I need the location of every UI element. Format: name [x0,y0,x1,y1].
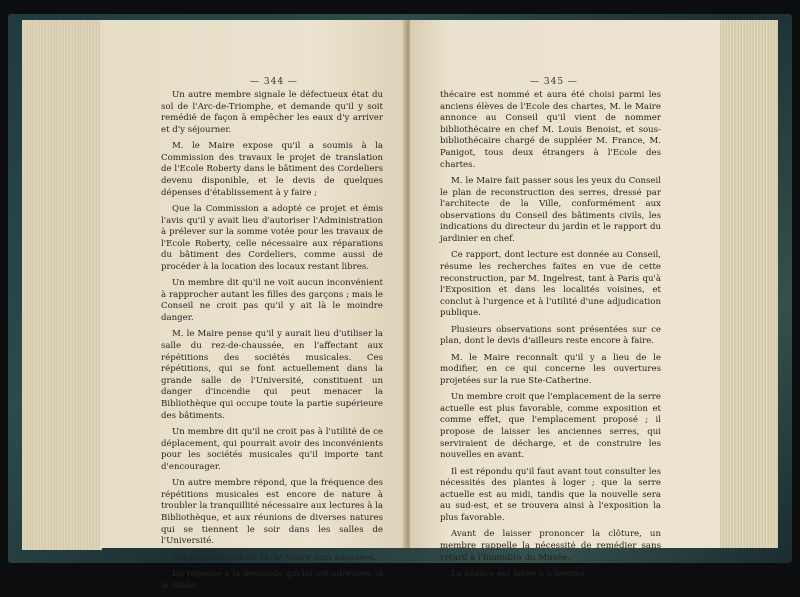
paragraph: Un membre dit qu'il ne croit pas à l'utilité de ce déplacement, qui pourrait avoir des inconvénients pour les sociétés musicales qu'il importe tant d'encourager. [161,427,383,472]
right-page [410,20,720,579]
page-text [440,90,661,585]
page-edges-right [718,20,778,548]
paragraph: Un autre membre répond, que la fréquence des répétitions musicales est encore de nature à troubler la tranquillité nécessaire aux lectures à la Bibliothèque, et aux réunions de diverses natures qui se tiennent le soir dans les salles de l'Université. [161,478,383,547]
paragraph: Un autre membre signale le défectueux état du sol de l'Arc-de-Triomphe, et demande qu'il y soit remédié de façon à empêcher les eaux d'y arriver et d'y séjourner. [161,90,383,135]
paragraph: Il est répondu qu'il faut avant tout consulter les nécessités des plantes à loger ; que la serre actuelle est au midi, tandis que la nouvelle sera au sud-est, et se trouvera ainsi à l'exposition la plus favorable. [440,466,661,523]
paragraph: M. le Maire fait passer sous les yeux du Conseil le plan de reconstruction des serres, dressé par l'architecte de la Ville, conformément aux observations du Conseil des bâtiments civils, les indications du directeur du jardin et le rapport du jardinier en chef. [440,175,661,244]
paragraph: Avant de laisser prononcer la clôture, un membre rappelle la nécessité de remédier sans retard à l'humidité du Musée. [440,529,661,563]
page-edges-left [22,20,102,550]
paragraph: thécaire est nommé et aura été choisi parmi les anciens élèves de l'Ecole des chartes, M. le Maire annonce au Conseil qu'il vient de nommer bibliothécaire en chef M. Louis Benoist, et sous-bibliothécaire chargé de suppléer M. France, M. Panigot, tous deux étrangers à l'Ecole des chartes. [440,90,661,170]
page-number: — 344 — [250,77,298,87]
paragraph: En réponse à la demande qui lui est adressée, si le biblio- [161,568,383,591]
paragraph: M. le Maire pense qu'il y aurait lieu d'utiliser la salle du rez-de-chaussée, en l'affectant aux répétitions des sociétés musicales. Ces répétitions, qui se font actuellement dans la grande salle de l'Université, constituent un danger d'incendie qui peut menacer la Bibliothèque qui occupe toute la partie supérieure des bâtiments. [161,329,383,421]
paragraph: Plusieurs observations sont présentées sur ce plan, dont le devis d'ailleurs reste encore à faire. [440,324,661,347]
paragraph: Les propositions de M. le Maire sont adoptées. [172,552,377,563]
paragraph: M. le Maire reconnaît qu'il y a lieu de le modifier, en ce qui concerne les ouvertures projetées sur la rue Ste-Catherine. [440,352,661,386]
paragraph: La séance est levée à 5 heures. [451,568,588,579]
left-page [100,20,406,591]
paragraph: Ce rapport, dont lecture est donnée au Conseil, résume les recherches faites en vue de cette reconstruction, par M. Ingelrest, tant à Paris qu'à l'Exposition et dans les localités voisines, et conclut à l'urgence et à l'utilité d'une adjudication publique. [440,250,661,319]
page-text [161,90,383,597]
paragraph: M. le Maire expose qu'il a soumis à la Commission des travaux le projet de translation de l'Ecole Roberty dans le bâtiment des Cordeliers devenu disponible, et le devis de quelques dépenses d'établissement à y faire ; [161,141,383,198]
paragraph: Que la Commission a adopté ce projet et émis l'avis qu'il y avait lieu d'autoriser l'Administration à prélever sur la somme votée pour les travaux de l'Ecole Roberty, celle nécessaire aux réparations du bâtiment des Cordeliers, comme aussi de procéder à la location des locaux restant libres. [161,203,383,272]
paragraph: Un membre croit que l'emplacement de la serre actuelle est plus favorable, comme exposition et comme effet, que l'emplacement proposé ; il propose de laisser les anciennes serres, qui serviraient de décharge, et de construire les nouvelles en avant. [440,392,661,461]
paragraph: Un membre dit qu'il ne voit aucun inconvénient à rapprocher autant les filles des garçons ; mais le Conseil ne croit pas qu'il y ait là le moindre danger. [161,278,383,324]
page-number: — 345 — [530,77,578,87]
